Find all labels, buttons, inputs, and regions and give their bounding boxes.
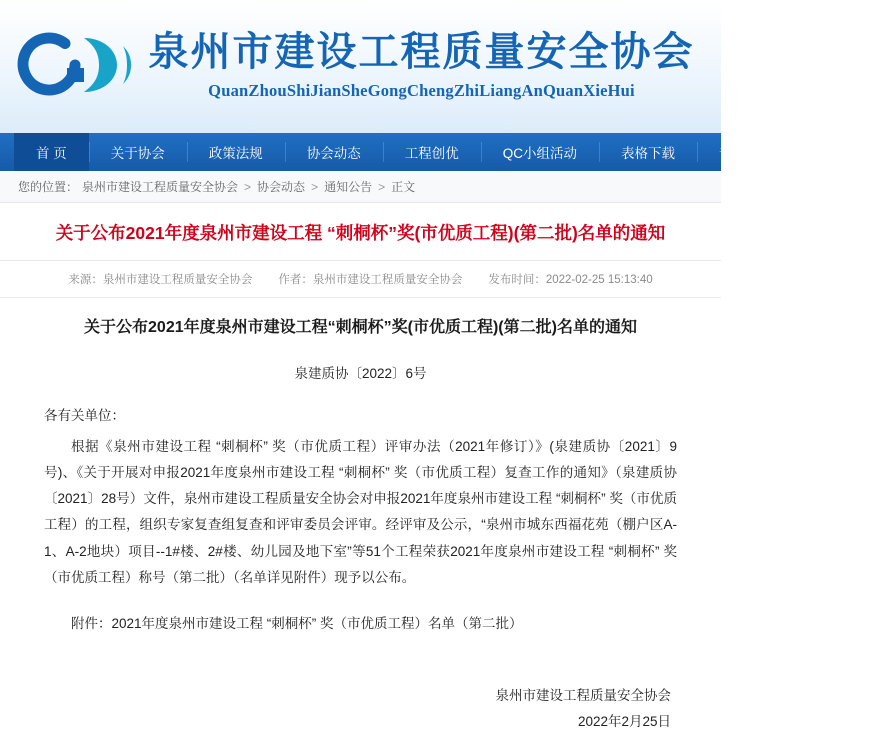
article-paragraph: 根据《泉州市建设工程 “刺桐杯” 奖（市优质工程）评审办法（2021年修订）》(泉建质协〔2021〕9号)、《关于开展对申报2021年度泉州市建设工程 “刺桐杯” 奖（市优质工程）复查工作的通知》（泉建质协〔2021〕28号）文件，泉州市建设工程质量安全协会对申报2021年度泉州市建设工程 “刺桐杯” 奖（市优质工程）的工程，组织专家复查组复查和评审委员会评审。经评审及公示，“泉州市城东西福花苑（棚户区A-1、A-2地块）项目--1#楼、2#楼、幼儿园及地下室”等51个工程荣获2021年度泉州市建设工程 “刺桐杯” 奖（市优质工程）称号（第二批）（名单详见附件）现予以公布。 (44, 434, 677, 592)
article-salutation: 各有关单位： (44, 404, 677, 424)
breadcrumb (0, 171, 721, 203)
nav-item-about[interactable]: 关于协会 (89, 133, 187, 171)
nav-item-member-home[interactable]: 会员之家 (782, 133, 880, 171)
nav-item-forms-download[interactable]: 表格下载 (599, 133, 697, 171)
article-doc-number: 泉建质协〔2022〕6号 (44, 362, 677, 382)
meta-date (488, 271, 652, 287)
meta-author (278, 271, 462, 287)
site-header (0, 0, 721, 133)
meta-source-label: 来源： (68, 274, 103, 286)
meta-date-label: 发布时间： (488, 274, 546, 286)
breadcrumb-item-news[interactable]: 协会动态 (257, 178, 305, 195)
article-meta (0, 261, 721, 298)
breadcrumb-item-home[interactable]: 泉州市建设工程质量安全协会 (82, 178, 238, 195)
breadcrumb-separator-2: > (309, 180, 320, 194)
breadcrumb-separator-1: > (242, 180, 253, 194)
headline-banner (0, 203, 721, 261)
nav-item-excellence[interactable]: 工程创优 (383, 133, 481, 171)
meta-author-value: 泉州市建设工程质量安全协会 (313, 274, 463, 286)
meta-source (68, 271, 252, 287)
meta-date-value: 2022-02-25 15:13:40 (546, 274, 653, 286)
header-brand (27, 26, 695, 104)
breadcrumb-item-notice[interactable]: 通知公告 (324, 178, 372, 195)
nav-item-home[interactable]: 首 页 (14, 133, 89, 171)
article-signature (44, 683, 677, 734)
article-body (0, 298, 721, 734)
site-title-cn: 泉州市建设工程质量安全协会 (149, 29, 695, 75)
page-title: 关于公布2021年度泉州市建设工程 “刺桐杯”奖(市优质工程)(第二批)名单的通知 (14, 221, 707, 246)
nav-item-policy[interactable]: 政策法规 (187, 133, 285, 171)
meta-author-label: 作者： (278, 274, 313, 286)
breadcrumb-item-current: 正文 (391, 178, 415, 195)
signature-org: 泉州市建设工程质量安全协会 (44, 683, 671, 709)
main-nav (0, 133, 721, 171)
breadcrumb-prefix: 您的位置： (18, 178, 78, 195)
breadcrumb-separator-3: > (376, 180, 387, 194)
article-attachment: 附件：2021年度泉州市建设工程 “刺桐杯” 奖（市优质工程）名单（第二批） (44, 611, 677, 637)
signature-date: 2022年2月25日 (44, 709, 671, 734)
nav-item-qc-activity[interactable]: QC小组活动 (481, 133, 599, 171)
nav-item-expert-pool[interactable]: 专家库 (697, 133, 782, 171)
qc-monogram-logo-icon (27, 26, 131, 104)
meta-source-value: 泉州市建设工程质量安全协会 (103, 274, 253, 286)
article-title: 关于公布2021年度泉州市建设工程“刺桐杯”奖(市优质工程)(第二批)名单的通知 (44, 316, 677, 340)
nav-item-news[interactable]: 协会动态 (285, 133, 383, 171)
site-title-pinyin: QuanZhouShiJianSheGongChengZhiLiangAnQuanXieHui (208, 81, 635, 101)
header-titles (149, 29, 695, 101)
